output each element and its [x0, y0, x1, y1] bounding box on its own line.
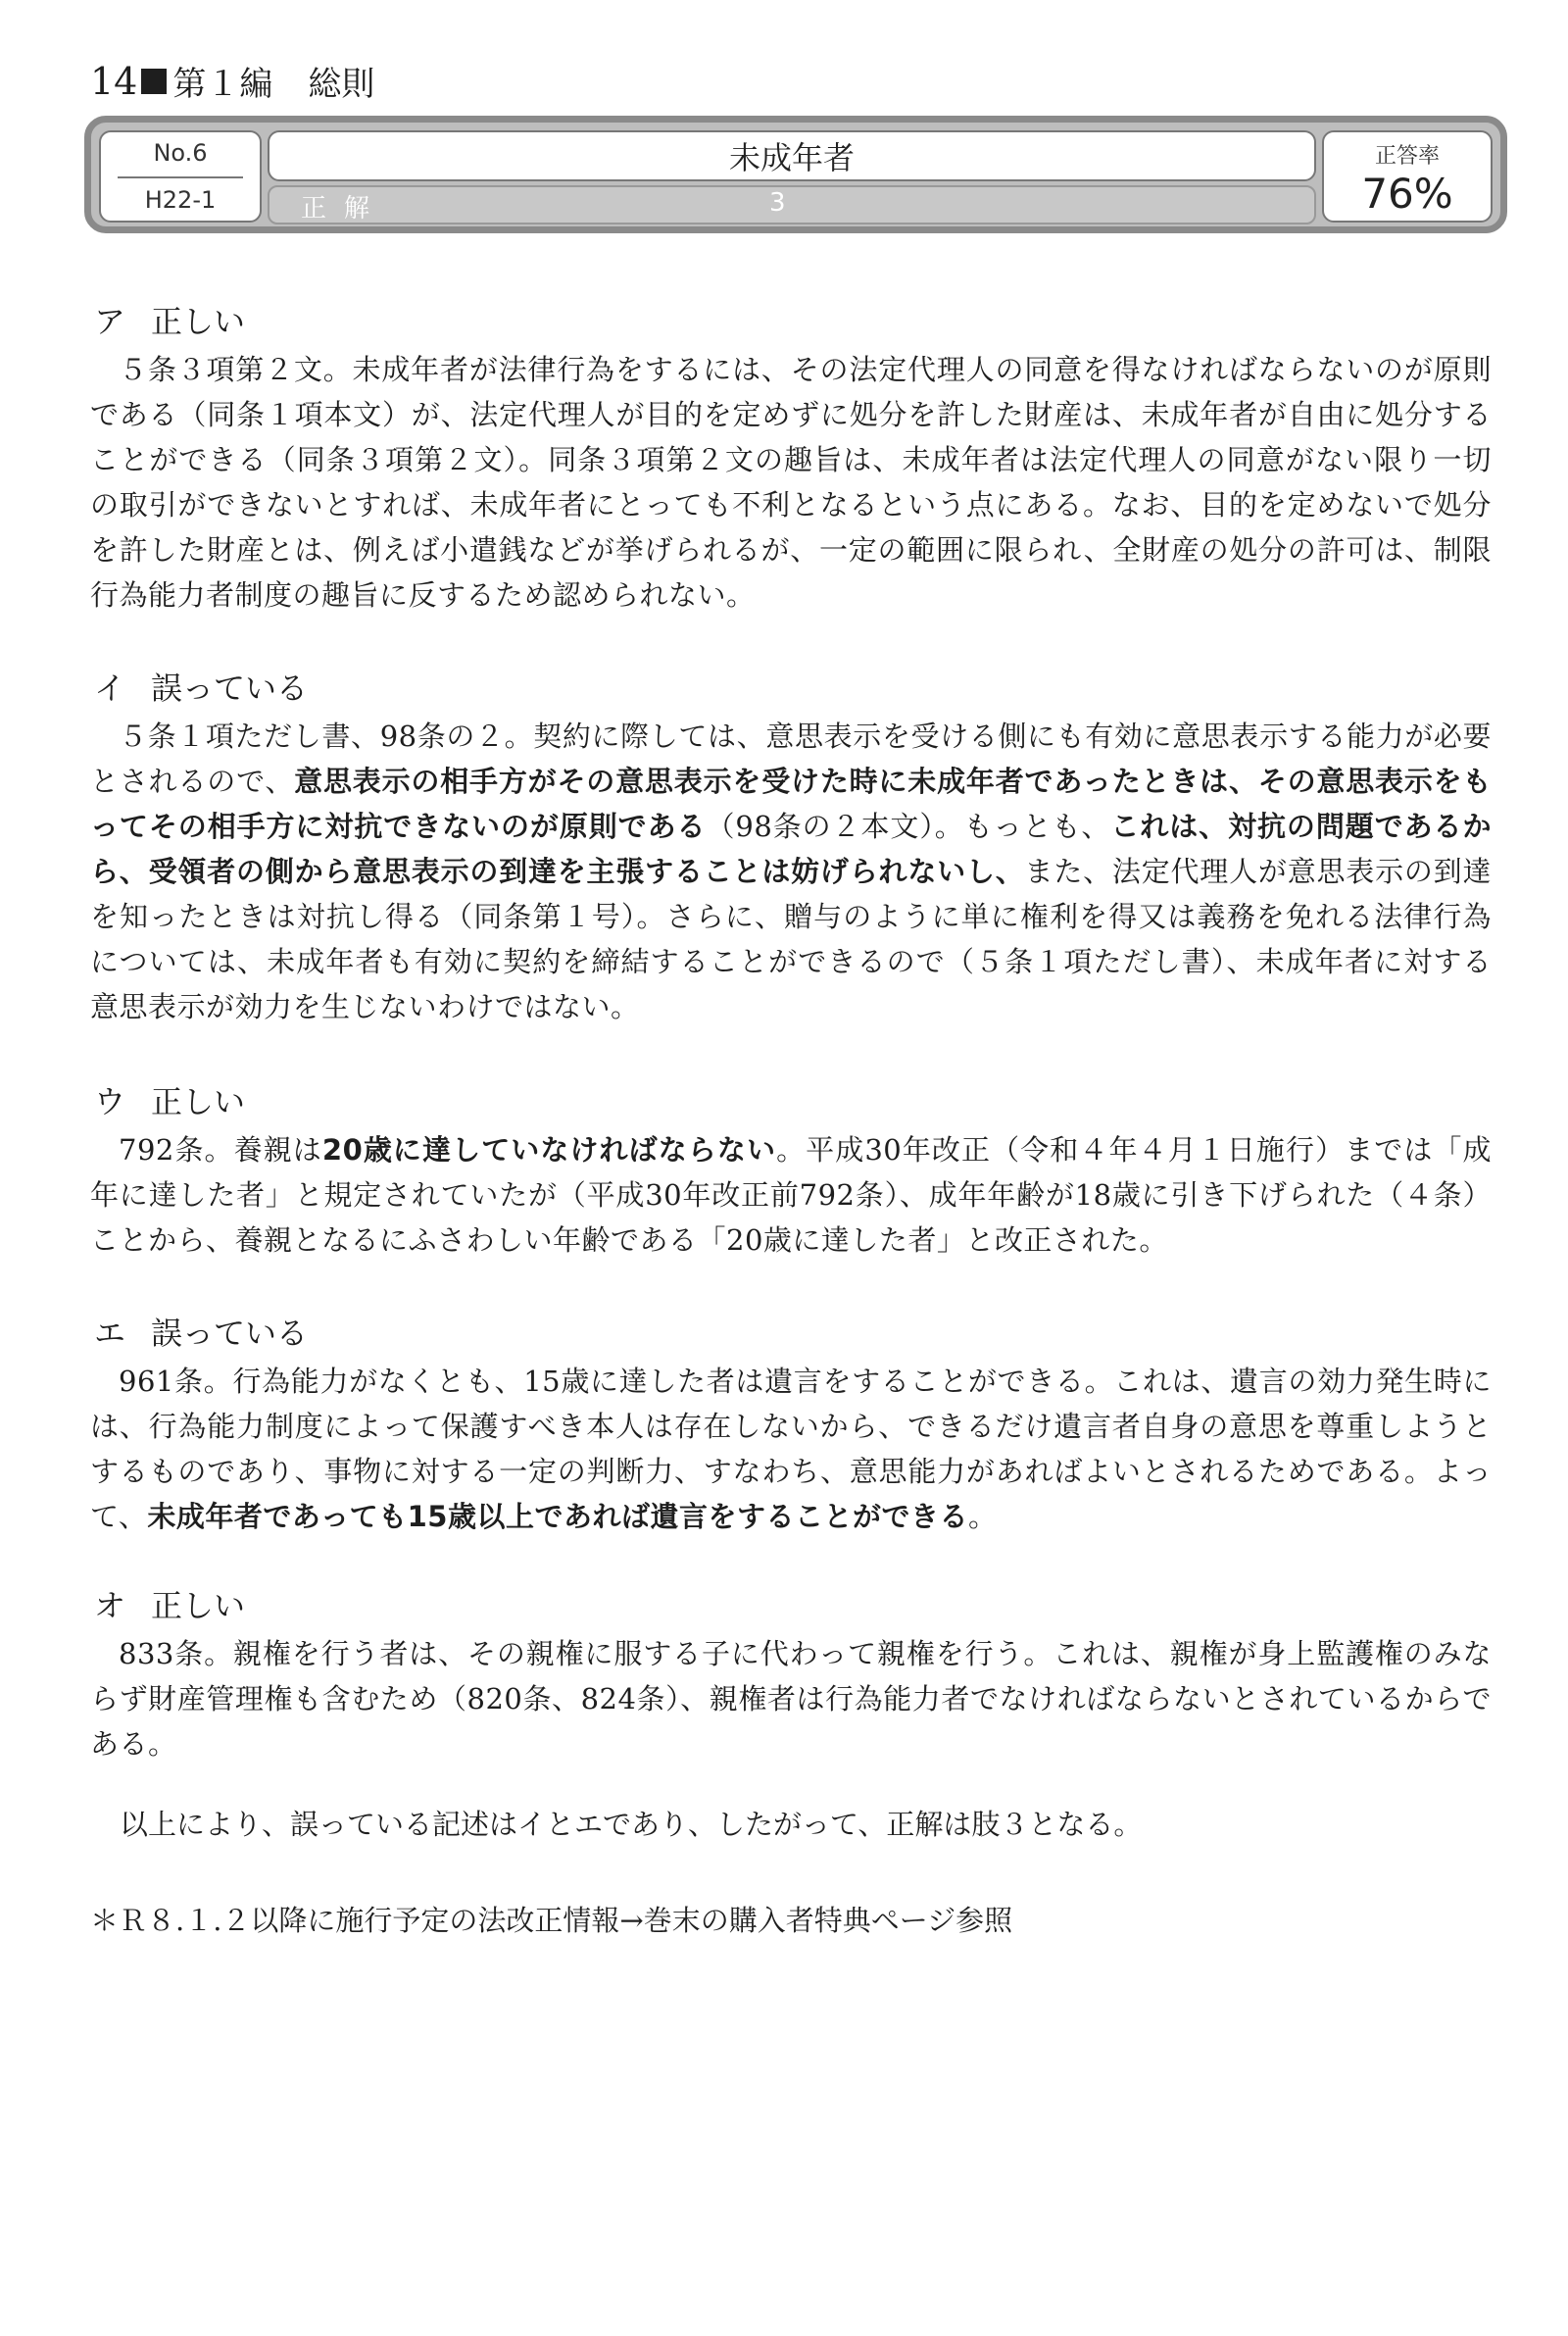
- section-paragraph: [90, 1127, 1492, 1263]
- section-mark: イ: [94, 670, 126, 707]
- square-marker-icon: [141, 69, 167, 94]
- text-run: （98条の２本文）。もっとも、: [706, 810, 1111, 843]
- section-paragraph: [90, 1359, 1492, 1539]
- bold-run: 20歳に達していなければならない: [321, 1133, 777, 1167]
- divider: [118, 176, 243, 178]
- section-i: [90, 667, 1492, 1029]
- footnote: ＊Ｒ８.１.２以降に施行予定の法改正情報→巻末の購入者特典ページ参照: [90, 1904, 1013, 1937]
- page-header: [90, 57, 374, 105]
- chapter-title: 総則: [308, 65, 375, 104]
- section-o: [90, 1584, 1492, 1766]
- chapter: 第１編: [172, 65, 273, 104]
- answer-bar: [268, 185, 1316, 224]
- text-run: 961条。行為能力がなくとも、15歳に達した者は遺言をすることができる。これは、遺言の効力発生時には、行為能力制度によって保護すべき本人は存在しないから、できるだけ遺言者自身の意思を尊重しようとするものであり、事物に対する一定の判断力、すなわち、意思能力があればよいとされるためである。よって、: [90, 1365, 1492, 1533]
- section-verdict: 誤っている: [151, 670, 309, 707]
- section-verdict: 正しい: [151, 1083, 246, 1120]
- bold-run: 未成年者であっても15歳以上であれば遺言をすることができる: [147, 1500, 968, 1533]
- text-run: ５条１項ただし書、98条の２。契約に際しては、意思表示を受ける側にも有効に意思表示する能力が必要とされるので、: [90, 720, 1492, 798]
- correct-rate-cell: [1322, 130, 1493, 223]
- text-run: 。平成30年改正（令和４年４月１日施行）までは「成年に達した者」と規定されていたが（平成30年改正前792条）、成年年齢が18歳に引き下げられた（４条）ことから、養親となるにふさわしい年齢である「20歳に達した者」と改正された。: [90, 1133, 1493, 1257]
- section-mark: エ: [94, 1315, 126, 1352]
- section-u: [90, 1080, 1492, 1263]
- rate-value: 76%: [1361, 169, 1453, 218]
- section-verdict: 誤っている: [151, 1315, 309, 1352]
- conclusion: 以上により、誤っている記述はイとエであり、したがって、正解は肢３となる。: [120, 1808, 1143, 1841]
- section-heading: [94, 667, 1492, 710]
- section-heading: [94, 1080, 1492, 1123]
- question-header-box: [84, 116, 1507, 233]
- section-verdict: 正しい: [151, 1587, 246, 1624]
- section-paragraph: ５条３項第２文。未成年者が法律行為をするには、その法定代理人の同意を得なければならないのが原則である（同条１項本文）が、法定代理人が目的を定めずに処分を許した財産は、未成年者が自由に処分することができる（同条３項第２文）。同条３項第２文の趣旨は、未成年者は法定代理人の同意がない限り一切の取引ができないとすれば、未成年者にとっても不利となるという点にある。なお、目的を定めないで処分を許した財産とは、例えば小遣銭などが挙げられるが、一定の範囲に限られ、全財産の処分の許可は、制限行為能力者制度の趣旨に反するため認められない。: [90, 353, 1492, 612]
- section-mark: オ: [94, 1587, 126, 1624]
- section-paragraph: 833条。親権を行う者は、その親権に服する子に代わって親権を行う。これは、親権が身上監護権のみならず財産管理権も含むため（820条、824条）、親権者は行為能力者でなければならないとされているからである。: [90, 1637, 1492, 1761]
- section-e: [90, 1312, 1492, 1539]
- text-run: また、法定代理人が意思表示の到達を知ったときは対抗し得る（同条第１号）。さらに、贈与のように単に権利を得又は義務を免れる法律行為については、未成年者も有効に契約を締結することができるので（５条１項ただし書）、未成年者に対する意思表示が効力を生じないわけではない。: [90, 855, 1492, 1023]
- question-number: No.6: [153, 139, 208, 167]
- answer-label: 正解: [301, 194, 388, 224]
- answer-value: 3: [769, 188, 786, 218]
- section-verdict: 正しい: [151, 303, 246, 340]
- rate-label: 正答率: [1374, 143, 1440, 169]
- section-mark: ア: [94, 303, 126, 340]
- text-run: 。: [968, 1500, 998, 1533]
- section-paragraph: [90, 714, 1492, 1029]
- question-title: 未成年者: [268, 130, 1316, 181]
- section-mark: ウ: [94, 1083, 126, 1120]
- text-run: 792条。養親は: [119, 1133, 322, 1167]
- question-source: H22-1: [144, 186, 217, 214]
- page-number: 14: [90, 59, 138, 103]
- section-heading: [94, 1584, 1492, 1627]
- bold-run: これは、対抗の問題であるから、受領者の側から意思表示の到達を主張することは妨げられないし、: [90, 810, 1492, 888]
- section-a: [90, 300, 1492, 618]
- question-id-cell: [99, 130, 262, 223]
- bold-run: 意思表示の相手方がその意思表示を受けた時に未成年者であったときは、その意思表示をもってその相手方に対抗できないのが原則である: [90, 765, 1492, 843]
- section-heading: [94, 1312, 1492, 1355]
- section-heading: [94, 300, 1492, 343]
